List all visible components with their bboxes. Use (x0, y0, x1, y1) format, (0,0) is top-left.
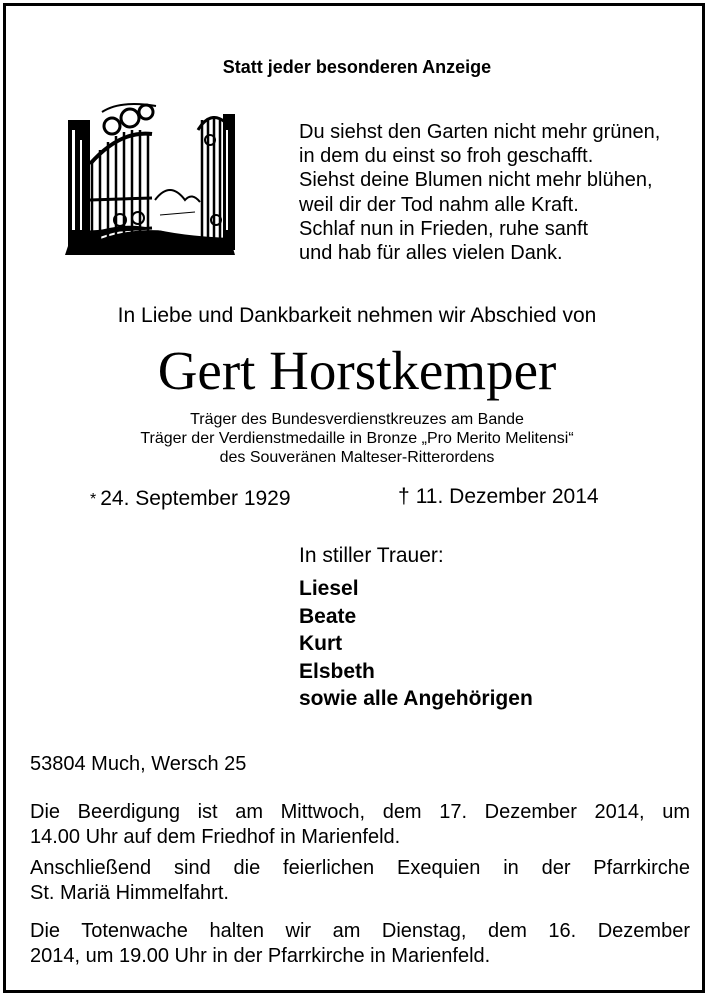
notice-line: 14.00 Uhr auf dem Friedhof in Marienfeld. (30, 825, 401, 848)
honor-line: Träger der Verdienstmedaille in Bronze „Pro Merito Melitensi“ (140, 430, 574, 447)
mourner-name: sowie alle Angehörigen (299, 687, 533, 710)
garden-gate-illustration (60, 100, 238, 255)
poem (299, 120, 660, 265)
mourners-list (299, 575, 533, 713)
birth-date-line (90, 487, 291, 511)
wake-notice (30, 919, 690, 968)
mourner-name: Liesel (299, 577, 359, 600)
poem-line: und hab für alles vielen Dank. (299, 242, 563, 265)
funeral-notice (30, 800, 690, 849)
poem-line: weil dir der Tod nahm alle Kraft. (299, 193, 579, 216)
honor-line: des Souveränen Malteser-Ritterordens (219, 449, 495, 466)
birth-date: 24. September 1929 (100, 487, 291, 510)
header-title: Statt jeder besonderen Anzeige (222, 57, 492, 77)
mourner-name: Beate (299, 604, 357, 628)
birth-star-icon: * (90, 491, 97, 508)
notice-line: St. Mariä Himmelfahrt. (30, 881, 229, 904)
mourner-name: Elsbeth (299, 659, 375, 683)
address: 53804 Much, Wersch 25 (30, 753, 247, 775)
honor-line: Träger des Bundesverdienstkreuzes am Bande (190, 411, 524, 428)
poem-line: Schlaf nun in Frieden, ruhe sanft (299, 217, 589, 240)
mourner-name: Kurt (299, 632, 343, 655)
death-cross-icon: † (398, 485, 410, 508)
poem-line: in dem du einst so froh geschafft. (299, 145, 594, 168)
notice-line: Die Totenwache halten wir am Dienstag, dem 16. Dezember (30, 920, 690, 942)
farewell-intro: In Liebe und Dankbarkeit nehmen wir Abschied von (117, 304, 597, 327)
mourning-intro: In stiller Trauer: (299, 544, 444, 567)
honors (0, 410, 714, 467)
poem-line: Siehst deine Blumen nicht mehr blühen, (299, 169, 653, 192)
notice-line: Die Beerdigung ist am Mittwoch, dem 17. Dezember 2014, um (30, 801, 690, 823)
death-date-line (398, 485, 599, 509)
deceased-name: Gert Horstkemper (157, 340, 557, 401)
requiem-notice (30, 856, 690, 905)
notice-line: Anschließend sind die feierlichen Exequien in der Pfarrkirche (30, 857, 690, 879)
death-date: 11. Dezember 2014 (415, 485, 599, 508)
poem-line: Du siehst den Garten nicht mehr grünen, (299, 121, 661, 143)
notice-line: 2014, um 19.00 Uhr in der Pfarrkirche in Marienfeld. (30, 944, 491, 967)
